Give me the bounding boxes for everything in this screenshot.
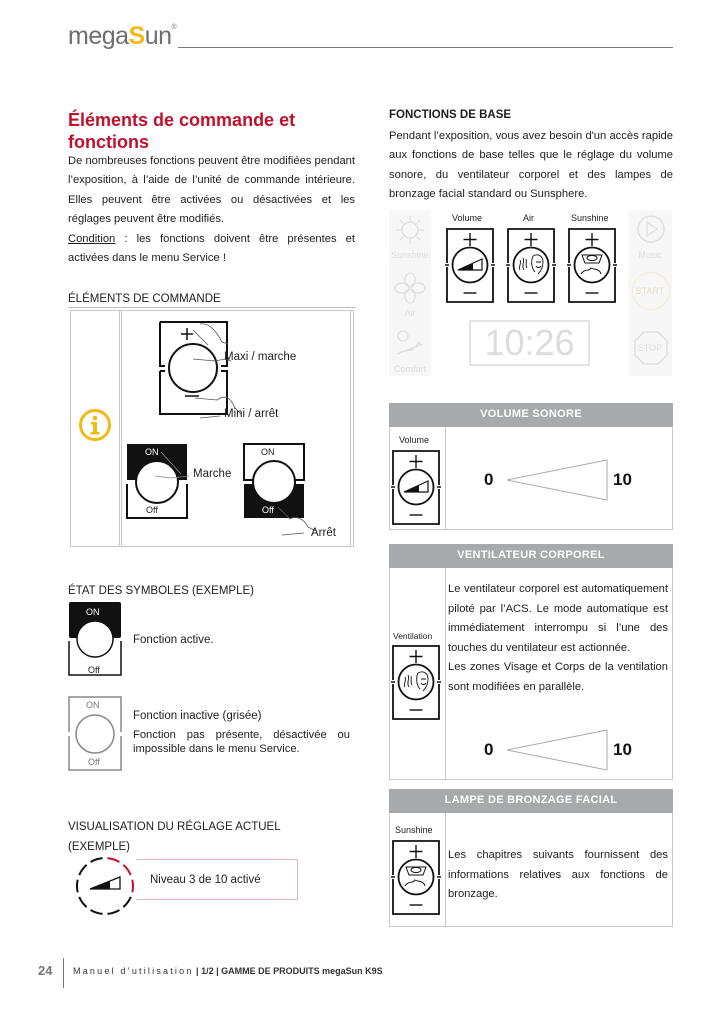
ventilation-scale-wedge	[505, 728, 609, 772]
footer-volume: 1/2	[201, 966, 214, 976]
inactive-off-label: Off	[88, 757, 100, 767]
volume-panel-header: VOLUME SONORE	[389, 403, 673, 427]
display-air-control-label: Air	[523, 213, 534, 223]
active-off-label: Off	[88, 665, 100, 675]
on-toggle-marche-diagram	[125, 442, 193, 520]
active-on-label: ON	[86, 607, 100, 617]
footer-manual: Manuel d’utilisation	[73, 966, 194, 976]
display-air-label: Air	[404, 308, 416, 318]
dial-segment	[123, 897, 130, 907]
intro-text: De nombreuses fonctions peuvent être modifiées pendant l’exposition, à l’aide de l’unité de commande intérieure. Elles peuvent être activées ou désactivées et les réglages peuvent être modifiés.	[68, 155, 355, 226]
footer-text: Manuel d’utilisation | 1/2 | GAMME DE PRODUITS megaSun K9S	[73, 966, 383, 976]
active-description: Fonction active.	[133, 634, 214, 646]
sunshine-plus-minus-button[interactable]	[391, 838, 441, 916]
dial-segment	[91, 910, 103, 914]
dial-segment	[107, 910, 119, 914]
inactive-on-label: ON	[86, 700, 100, 710]
info-icon	[78, 408, 112, 442]
comfort-icon[interactable]	[394, 328, 426, 360]
display-start-button[interactable]: START	[635, 286, 665, 296]
ventilation-text-2: Les zones Visage et Corps de la ventilation sont modifiées en parallèle.	[448, 661, 668, 693]
face-lamp-icon-label: Sunshine	[395, 825, 433, 835]
volume-control[interactable]	[391, 448, 441, 526]
ventilation-scale-min: 0	[484, 740, 494, 759]
ventilation-text-1: Le ventilateur corporel est automatiquement piloté par l’ACS. Le mode automatique est immédiatement interrompu si l’une des touches du ventilateur est actionnée.	[448, 583, 668, 654]
face-lamp-text: Les chapitres suivants fournissent des informations relatives aux fonctions de bronzage.	[448, 849, 668, 900]
footer-divider	[63, 958, 64, 988]
session-clock: 10:26	[469, 320, 590, 366]
volume-scale-min: 0	[484, 470, 494, 489]
volume-icon-label: Volume	[399, 435, 430, 445]
level-text: Niveau 3 de 10 activé	[150, 874, 261, 886]
off-label: Off	[146, 505, 158, 515]
off-label-2: Off	[262, 505, 274, 515]
music-icon[interactable]	[636, 214, 666, 244]
inactive-description: Fonction pas présente, désactivée ou impossible dans le menu Service.	[133, 729, 350, 755]
display-sunshine-label: Sunshine	[391, 250, 429, 260]
footer-range: GAMME DE PRODUITS megaSun K9S	[221, 966, 383, 976]
dial-segment	[91, 858, 103, 862]
ventilation-text	[448, 580, 668, 697]
visual-heading: VISUALISATION DU RÉGLAGE ACTUEL (EXEMPLE)	[68, 821, 281, 853]
dial-segment	[79, 865, 86, 875]
volume-plus-minus-button[interactable]	[391, 448, 441, 526]
air-plus-minus-button[interactable]	[391, 643, 441, 721]
air-plus-minus-button[interactable]	[506, 226, 556, 304]
sunshine-plus-minus-button[interactable]	[567, 226, 617, 304]
display-comfort-label: Comfort	[393, 364, 426, 374]
intro-paragraph	[68, 152, 355, 268]
volume-scale-max: 10	[613, 470, 632, 489]
display-music-label: Music	[638, 250, 662, 260]
page-number: 24	[38, 963, 53, 978]
display-stop-label: STOP	[637, 343, 663, 353]
on-label-2: ON	[261, 447, 275, 457]
dial-segment	[123, 865, 130, 875]
basic-functions-text: Pendant l’exposition, vous avez besoin d'un accès rapide aux fonctions de base telles que le réglage du volume sonore, du ventilateur corporel et des lampes de bronzage facial standard ou Sunsphere.	[389, 130, 673, 201]
volume-plus-minus-button[interactable]	[445, 226, 495, 304]
ventilation-scale-max: 10	[613, 740, 632, 759]
ventilation-icon-label: Ventilation	[393, 631, 433, 641]
dial-segment	[132, 880, 133, 893]
face-lamp-control[interactable]	[391, 838, 441, 916]
on-label: ON	[145, 447, 159, 457]
dial-segment	[77, 880, 78, 893]
basic-functions-title: FONCTIONS DE BASE	[389, 109, 512, 121]
arret-label: Arrêt	[311, 527, 336, 539]
condition-label: Condition	[68, 232, 116, 245]
display-volume-label: Volume	[452, 213, 483, 223]
megasun-logo: megaSun®	[68, 22, 177, 50]
page-title: Éléments de commande et fonctions	[68, 110, 296, 152]
states-heading: ÉTAT DES SYMBOLES (EXEMPLE)	[68, 585, 254, 597]
header-rule	[178, 47, 673, 48]
volume-scale-wedge	[505, 458, 609, 502]
dial-segment	[107, 858, 119, 862]
maxi-marche-label: Maxi / marche	[224, 351, 297, 363]
dial-segment	[79, 897, 86, 907]
display-controls	[445, 226, 615, 304]
marche-label: Marche	[193, 468, 232, 480]
level-indicator-dial	[74, 855, 136, 917]
fan-icon[interactable]	[394, 272, 426, 304]
ventilation-control[interactable]	[391, 643, 441, 721]
sun-icon[interactable]	[394, 214, 426, 246]
elements-heading: ÉLÉMENTS DE COMMANDE	[68, 293, 221, 305]
face-lamp-panel-header: LAMPE DE BRONZAGE FACIAL	[389, 789, 673, 813]
display-sunshine-control-label: Sunshine	[571, 213, 609, 223]
ventilation-panel-header: VENTILATEUR CORPOREL	[389, 544, 673, 568]
inactive-title: Fonction inactive (grisée)	[133, 710, 262, 722]
heading-rule	[68, 307, 356, 308]
condition-text: : les fonctions doivent être présentes et activées dans le menu Service !	[68, 232, 355, 265]
mini-arret-label: Mini / arrêt	[224, 408, 279, 420]
